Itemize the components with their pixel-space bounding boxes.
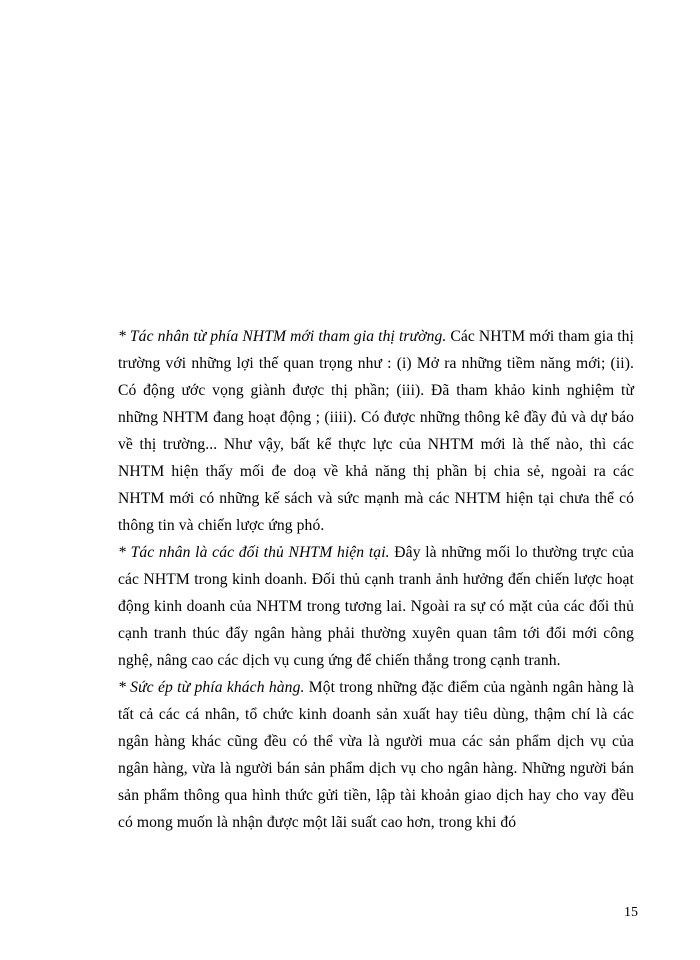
body-text bbox=[118, 323, 634, 836]
paragraph-heading: * Tác nhân là các đối thủ NHTM hiện tại. bbox=[118, 544, 390, 561]
paragraph-existing-rivals bbox=[118, 539, 634, 674]
paragraph-heading: * Tác nhân từ phía NHTM mới tham gia thị trường. bbox=[118, 328, 447, 345]
paragraph-heading: * Sức ép từ phía khách hàng. bbox=[118, 679, 305, 696]
paragraph-body: Đây là những mối lo thường trực của các NHTM trong kinh doanh. Đối thủ cạnh tranh ảnh hưởng đến chiến lược hoạt động kinh doanh của NHTM trong tương lai. Ngoài ra sự có mặt của các đối thủ cạnh tranh thúc đẩy ngân hàng phải thường xuyên quan tâm tới đổi mới công nghệ, nâng cao các dịch vụ cung ứng để chiến thắng trong cạnh tranh. bbox=[118, 544, 634, 669]
page-number: 15 bbox=[624, 905, 638, 920]
paragraph-body: Các NHTM mới tham gia thị trường với những lợi thế quan trọng như : (i) Mở ra những tiềm năng mới; (ii). Có động ước vọng giành được thị phần; (iii). Đã tham khảo kinh nghiệm từ những NHTM đang hoạt động ; (iiii). Có được những thông kê đầy đủ và dự báo về thị trường... Như vậy, bất kể thực lực của NHTM mới là thế nào, thì các NHTM hiện thấy mối đe doạ về khả năng thị phần bị chia sẻ, ngoài ra các NHTM mới có những kế sách và sức mạnh mà các NHTM hiện tại chưa thể có thông tin và chiến lược ứng phó. bbox=[118, 328, 634, 534]
paragraph-new-entrants bbox=[118, 323, 634, 539]
paragraph-body: Một trong những đặc điểm của ngành ngân hàng là tất cả các cá nhân, tổ chức kinh doanh sản xuất hay tiêu dùng, thậm chí là các ngân hàng khác cũng đều có thể vừa là người mua các sản phẩm dịch vụ của ngân hàng, vừa là người bán sản phẩm dịch vụ cho ngân hàng. Những người bán sản phẩm thông qua hình thức gửi tiền, lập tài khoản giao dịch hay cho vay đều có mong muốn là nhận được một lãi suất cao hơn, trong khi đó bbox=[118, 679, 635, 831]
paragraph-customer-pressure bbox=[118, 674, 634, 836]
